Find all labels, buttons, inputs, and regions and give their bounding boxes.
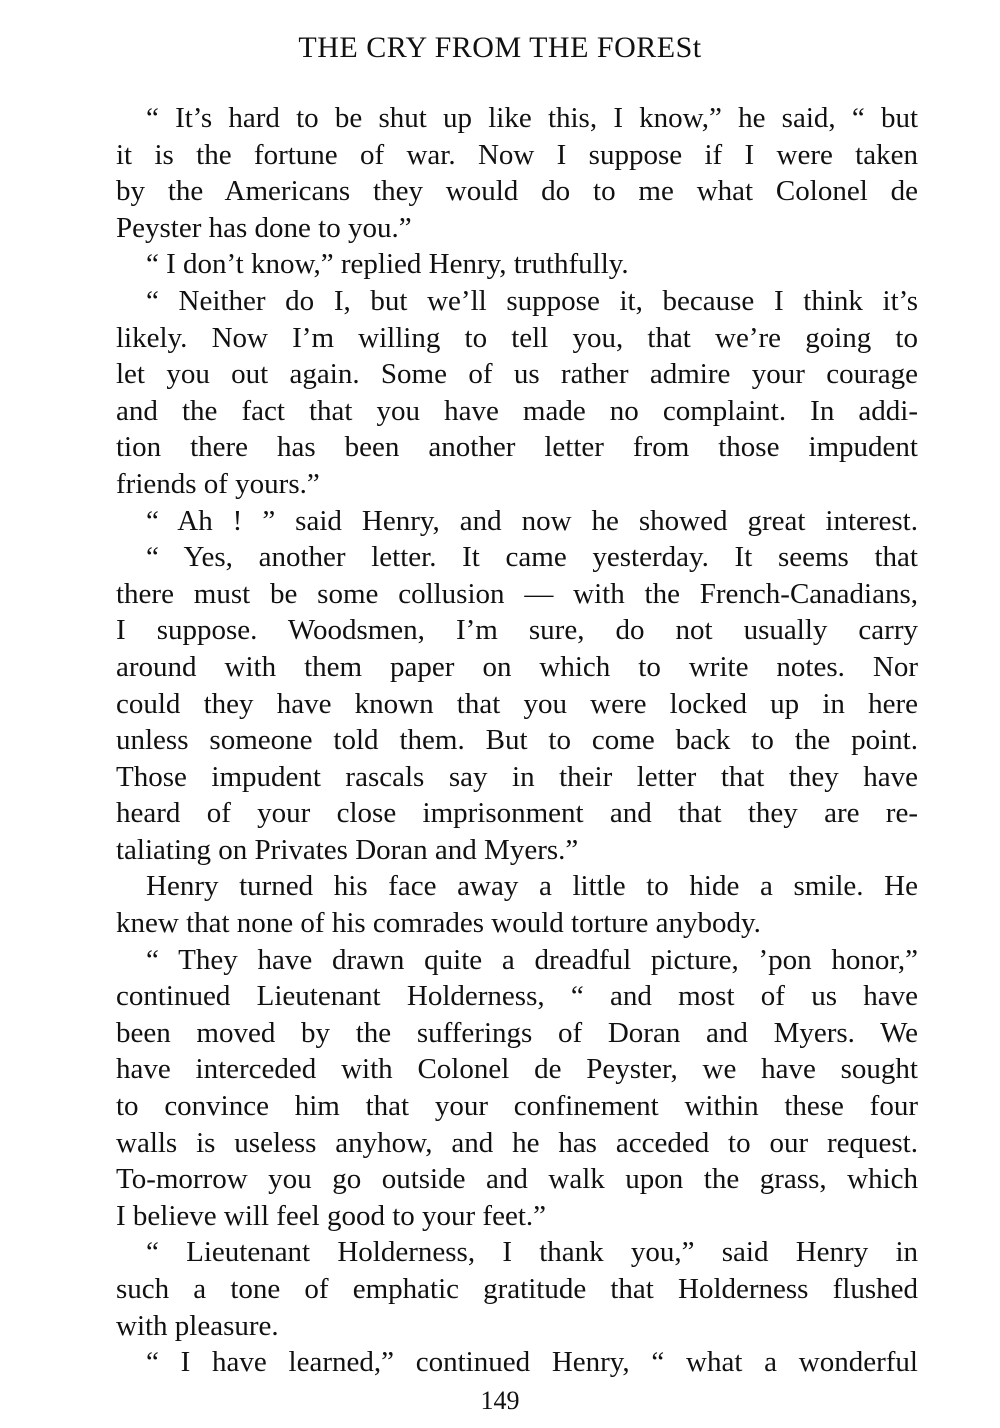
text-line: “ Neither do I, but we’ll suppose it, because I think it’s [146,284,918,317]
text-line: likely. Now I’m willing to tell you, that we’re going to [116,321,918,354]
text-line: “ It’s hard to be shut up like this, I know,” he said, “ but [146,102,918,134]
text-line: To-morrow you go outside and walk upon the grass, which [116,1163,918,1196]
text-line: with pleasure. [116,1309,279,1342]
text-line: walls is useless anyhow, and he has acceded to our request. [116,1126,918,1159]
text-line: it is the fortune of war. Now I suppose if I were taken [116,138,918,171]
text-line: have interceded with Colonel de Peyster, we have sought [116,1053,918,1086]
text-line: such a tone of emphatic gratitude that Holderness flushed [116,1273,918,1305]
running-head-title: THE CRY FROM THE FORESt [298,31,702,64]
text-line: “ They have drawn quite a dreadful picture, ’pon honor,” [146,943,918,976]
page-number: 149 [480,1386,520,1415]
text-line: to convince him that your confinement within these four [116,1090,918,1123]
text-line: “ I don’t know,” replied Henry, truthfully. [146,248,629,281]
text-line: “ Ah ! ” said Henry, and now he showed great interest. [146,504,918,537]
text-line: let you out again. Some of us rather admire your courage [116,358,918,391]
text-line: heard of your close imprisonment and that they are re- [116,797,918,830]
text-line: been moved by the sufferings of Doran and Myers. We [116,1016,918,1049]
text-line: could they have known that you were locked up in here [116,687,918,720]
body-text [116,100,918,1381]
text-line: tion there has been another letter from those impudent [116,431,918,464]
text-line: knew that none of his comrades would torture anybody. [116,907,761,940]
text-line: and the fact that you have made no complaint. In addi- [116,394,918,427]
text-line: around with them paper on which to write notes. Nor [116,650,918,683]
text-line: there must be some collusion — with the French-Canadians, [116,577,918,610]
text-line: taliating on Privates Doran and Myers.” [116,833,579,866]
text-line: “ Lieutenant Holderness, I thank you,” said Henry in [146,1236,918,1269]
text-line: I believe will feel good to your feet.” [116,1199,547,1232]
text-line: Those impudent rascals say in their letter that they have [116,760,918,793]
text-line: “ Yes, another letter. It came yesterday. It seems that [146,541,918,574]
text-line: “ I have learned,” continued Henry, “ what a wonderful [146,1346,918,1379]
text-line: unless someone told them. But to come back to the point. [116,724,918,757]
text-line: continued Lieutenant Holderness, “ and most of us have [116,980,918,1013]
text-line: friends of yours.” [116,467,320,500]
text-line: I suppose. Woodsmen, I’m sure, do not usually carry [116,614,918,647]
text-line: by the Americans they would do to me what Colonel de [116,175,918,208]
text-line: Peyster has done to you.” [116,211,412,244]
text-line: Henry turned his face away a little to hide a smile. He [146,870,918,903]
